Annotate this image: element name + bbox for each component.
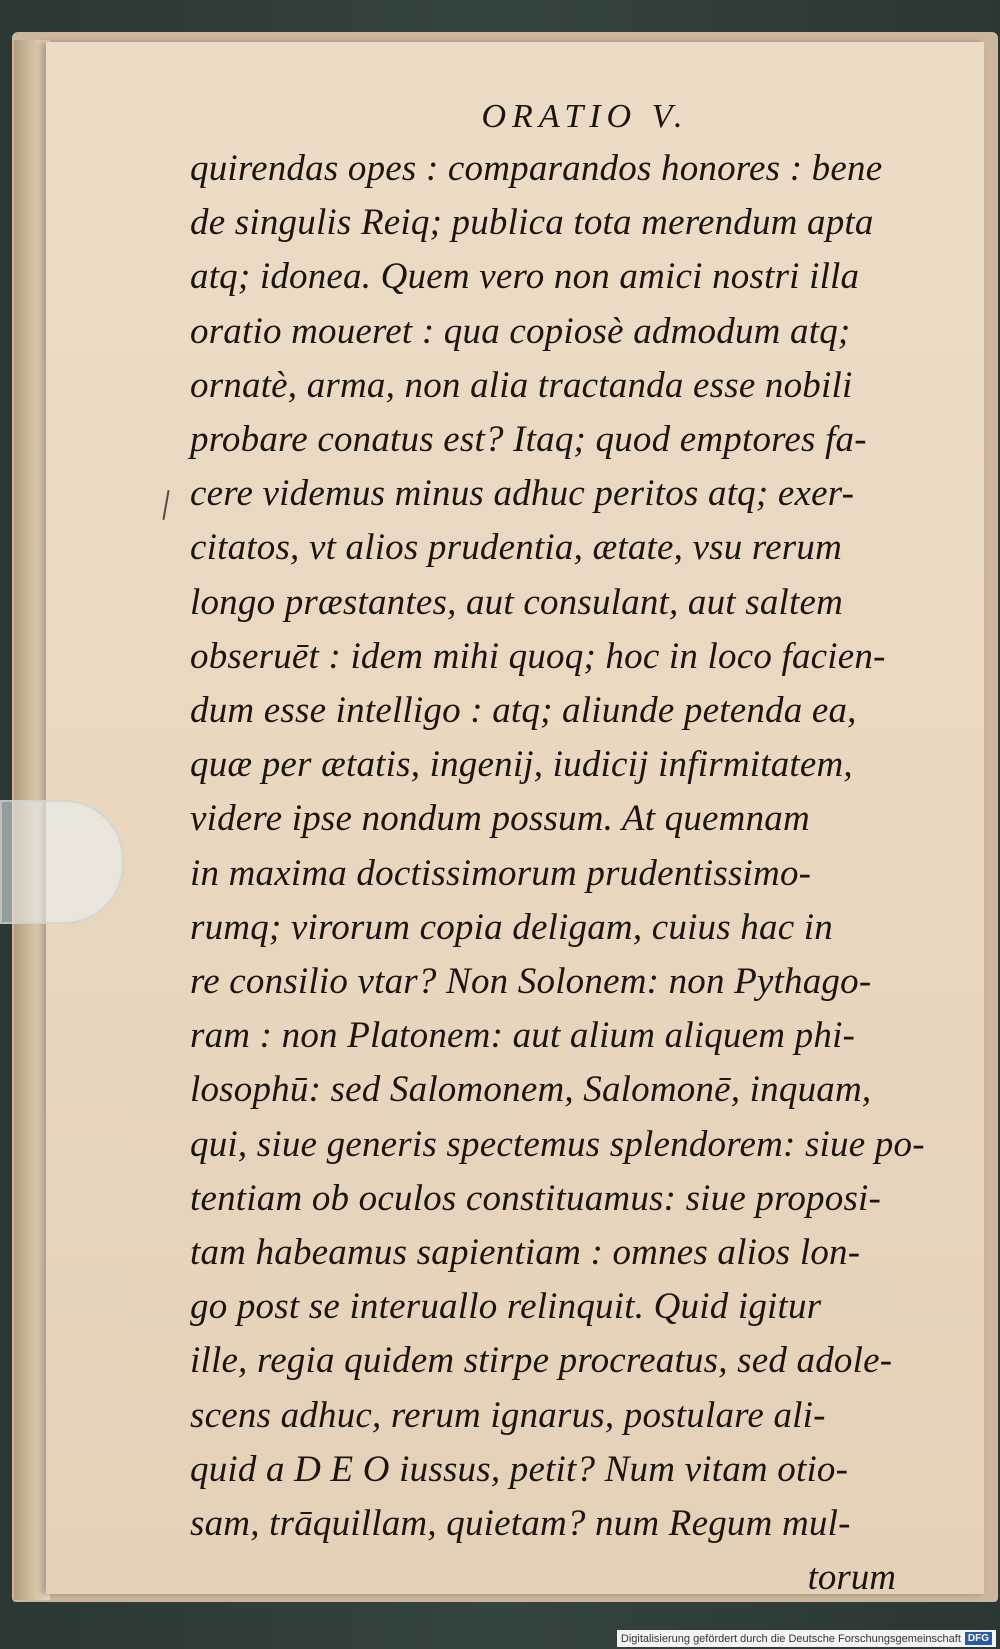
text-line: scens adhuc, rerum ignarus, postulare ali-: [190, 1394, 826, 1436]
text-line: de singulis Reiq; publica tota merendum apta: [190, 202, 874, 244]
text-line: quirendas opes : comparandos honores : bene: [190, 148, 883, 189]
text-line: ornatè, arma, non alia tractanda esse nobili: [190, 364, 853, 406]
dfg-logo: DFG: [965, 1632, 992, 1645]
text-line: ille, regia quidem stirpe procreatus, sed adole-: [190, 1340, 893, 1382]
text-line: re consilio vtar? Non Solonem: non Pythago-: [190, 961, 872, 1003]
text-line: probare conatus est? Itaq; quod emptores fa-: [190, 419, 867, 461]
text-line: atq; idonea. Quem vero non amici nostri illa: [190, 256, 860, 298]
text-line: quid a D E O iussus, petit? Num vitam otio-: [190, 1448, 849, 1490]
text-line: tentiam ob oculos constituamus: siue proposi-: [190, 1177, 882, 1219]
footer-text: Digitalisierung gefördert durch die Deutsche Forschungsgemeinschaft: [620, 1632, 961, 1645]
text-lines: [190, 142, 925, 1551]
text-line: oratio moueret : qua copiosè admodum atq;: [190, 310, 851, 352]
text-line: videre ipse nondum possum. At quemnam: [190, 798, 810, 840]
footer: [617, 1630, 996, 1647]
text-line: in maxima doctissimorum prudentissimo-: [190, 852, 812, 894]
page-clip: [0, 800, 124, 924]
running-head: ORATIO V.: [481, 98, 689, 135]
text-line: rumq; virorum copia deligam, cuius hac in: [190, 906, 833, 948]
text-line: losophū: sed Salomonem, Salomonē, inquam,: [190, 1069, 872, 1111]
text-line: quæ per ætatis, ingenij, iudicij infirmitatem,: [190, 744, 853, 786]
text-line: qui, siue generis spectemus splendorem: siue po-: [190, 1123, 925, 1165]
text-block: [190, 98, 925, 1605]
catchword: torum: [807, 1557, 896, 1599]
text-line: cere videmus minus adhuc peritos atq; exer-: [190, 473, 855, 515]
text-line: obseruēt : idem mihi quoq; hoc in loco facien-: [190, 635, 886, 677]
text-line: tam habeamus sapientiam : omnes alios lon-: [190, 1232, 861, 1274]
text-line: longo præstantes, aut consulant, aut saltem: [190, 581, 844, 623]
text-line: dum esse intelligo : atq; aliunde petenda ea,: [190, 690, 857, 732]
text-line: ram : non Platonem: aut alium aliquem phi-: [190, 1015, 856, 1057]
text-line: citatos, vt alios prudentia, ætate, vsu rerum: [190, 527, 843, 569]
text-line: go post se interuallo relinquit. Quid igitur: [190, 1286, 822, 1328]
text-line: sam, trāquillam, quietam? num Regum mul-: [190, 1503, 851, 1545]
